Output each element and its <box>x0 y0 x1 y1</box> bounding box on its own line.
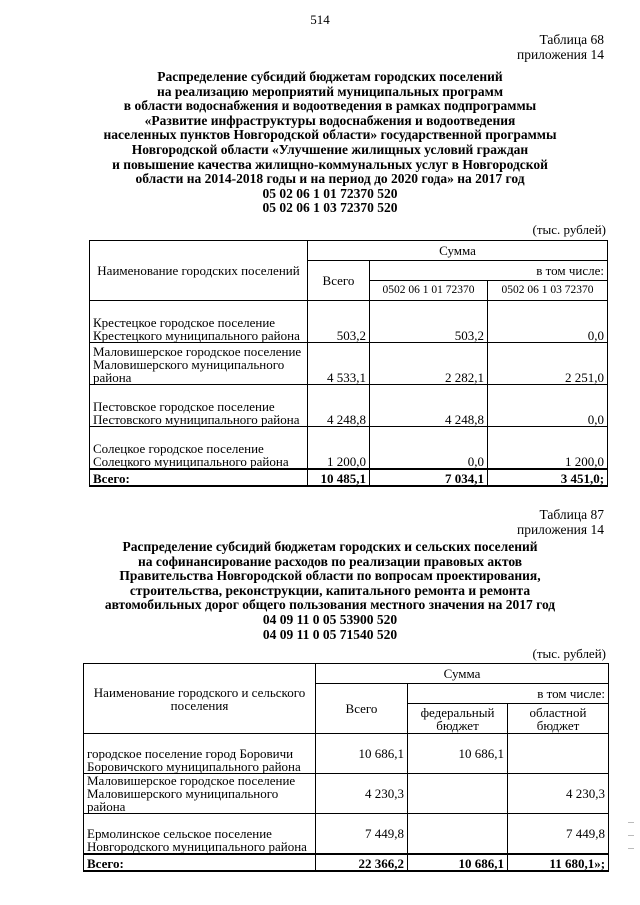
row-total: 4 230,3 <box>316 774 408 814</box>
row-col2 <box>508 734 609 774</box>
table68-label-number: Таблица 68 <box>539 32 604 47</box>
header-col1: 0502 06 1 01 72370 <box>370 281 488 301</box>
margin-mark <box>628 822 634 823</box>
row-total: 4 248,8 <box>308 385 370 427</box>
row-name: Маловишерское городское поселение Маловишерского муниципального района <box>90 343 308 385</box>
table68-unit: (тыс. рублей) <box>532 222 606 237</box>
title-line: автомобильных дорог общего пользования местного значения на 2017 год <box>104 597 556 613</box>
table87-label-appendix: приложения 14 <box>516 522 604 537</box>
row-col1: 4 248,8 <box>370 385 488 427</box>
total-col2: 11 680,1»; <box>508 854 609 871</box>
row-col2: 7 449,8 <box>508 814 609 854</box>
total-col1: 7 034,1 <box>370 469 488 486</box>
table87-title <box>60 540 600 642</box>
total-label: Всего: <box>84 854 316 871</box>
table68-label <box>517 32 604 62</box>
row-name: Маловишерское городское поселение Маловишерского муниципального района <box>84 774 316 814</box>
row-col1 <box>408 814 508 854</box>
total-col1: 10 686,1 <box>408 854 508 871</box>
row-col2: 2 251,0 <box>488 343 608 385</box>
row-total: 10 686,1 <box>316 734 408 774</box>
budget-code: 05 02 06 1 03 72370 520 <box>262 200 398 216</box>
table-row <box>84 734 609 774</box>
title-line: Распределение субсидий бюджетам городских поселений <box>157 69 503 84</box>
total-col2: 3 451,0; <box>488 469 608 486</box>
row-name: Крестецкое городское поселение Крестецкого муниципального района <box>90 301 308 343</box>
header-sum: Сумма <box>308 241 608 261</box>
header-col1: федеральный бюджет <box>408 704 508 734</box>
row-total: 4 533,1 <box>308 343 370 385</box>
title-line: на реализацию мероприятий муниципальных программ <box>156 83 504 99</box>
table87-label-number: Таблица 87 <box>539 507 604 522</box>
header-including: в том числе: <box>408 684 609 704</box>
table68 <box>89 240 608 487</box>
header-col2: 0502 06 1 03 72370 <box>488 281 608 301</box>
row-col2: 0,0 <box>488 385 608 427</box>
row-col2: 1 200,0 <box>488 427 608 469</box>
table-row <box>90 427 608 469</box>
row-col1: 503,2 <box>370 301 488 343</box>
title-line: и повышение качества жилищно-коммунальных услуг в Новгородской <box>112 156 548 172</box>
budget-code: 04 09 11 0 05 71540 520 <box>262 626 398 642</box>
budget-code: 04 09 11 0 05 53900 520 <box>262 611 398 627</box>
title-line: Новгородской области «Улучшение жилищных условий граждан <box>131 141 529 157</box>
header-including: в том числе: <box>370 261 608 281</box>
total-value: 22 366,2 <box>316 854 408 871</box>
title-line: Распределение субсидий бюджетам городских и сельских поселений <box>122 539 538 554</box>
row-name: Ермолинское сельское поселение Новгородского муниципального района <box>84 814 316 854</box>
row-col2: 0,0 <box>488 301 608 343</box>
title-line: Правительства Новгородской области по вопросам проектирования, <box>119 568 541 584</box>
row-col1: 10 686,1 <box>408 734 508 774</box>
title-line: на софинансирование расходов по реализации правовых актов <box>137 553 523 569</box>
total-row <box>84 854 609 871</box>
title-line: в области водоснабжения и водоотведения в рамках подпрограммы <box>123 98 537 114</box>
table-row <box>84 774 609 814</box>
table-row <box>90 301 608 343</box>
row-name: Пестовское городское поселение Пестовского муниципального района <box>90 385 308 427</box>
table87 <box>83 663 609 872</box>
title-line: «Развитие инфраструктуры водоснабжения и водоотведения <box>144 112 516 128</box>
header-name: Наименование городских поселений <box>90 241 308 301</box>
table68-label-appendix: приложения 14 <box>516 47 604 62</box>
row-col1: 0,0 <box>370 427 488 469</box>
table87-unit: (тыс. рублей) <box>532 646 606 661</box>
row-total: 7 449,8 <box>316 814 408 854</box>
row-col1 <box>408 774 508 814</box>
budget-code: 05 02 06 1 01 72370 520 <box>262 185 398 201</box>
header-col2: областной бюджет <box>508 704 609 734</box>
page-number: 514 <box>310 12 330 27</box>
row-name: городское поселение город Боровичи Боровичского муниципального района <box>84 734 316 774</box>
header-total: Всего <box>308 261 370 301</box>
table87-label <box>517 507 604 537</box>
margin-mark <box>628 848 634 849</box>
row-total: 503,2 <box>308 301 370 343</box>
title-line: строительства, реконструкции, капитального ремонта и ремонта <box>129 582 531 598</box>
table-row <box>90 343 608 385</box>
title-line: населенных пунктов Новгородской области» государственной программы <box>103 127 557 143</box>
row-col1: 2 282,1 <box>370 343 488 385</box>
total-row <box>90 469 608 486</box>
row-total: 1 200,0 <box>308 427 370 469</box>
header-name: Наименование городского и сельского поселения <box>84 664 316 734</box>
total-value: 10 485,1 <box>308 469 370 486</box>
table68-title <box>60 70 600 216</box>
header-total: Всего <box>316 684 408 734</box>
row-col2: 4 230,3 <box>508 774 609 814</box>
table-row <box>90 385 608 427</box>
row-name: Солецкое городское поселение Солецкого муниципального района <box>90 427 308 469</box>
header-sum: Сумма <box>316 664 609 684</box>
table-row <box>84 814 609 854</box>
title-line: области на 2014-2018 годы и на период до 2020 года» на 2017 год <box>135 171 525 187</box>
margin-mark <box>628 835 634 836</box>
total-label: Всего: <box>90 469 308 486</box>
